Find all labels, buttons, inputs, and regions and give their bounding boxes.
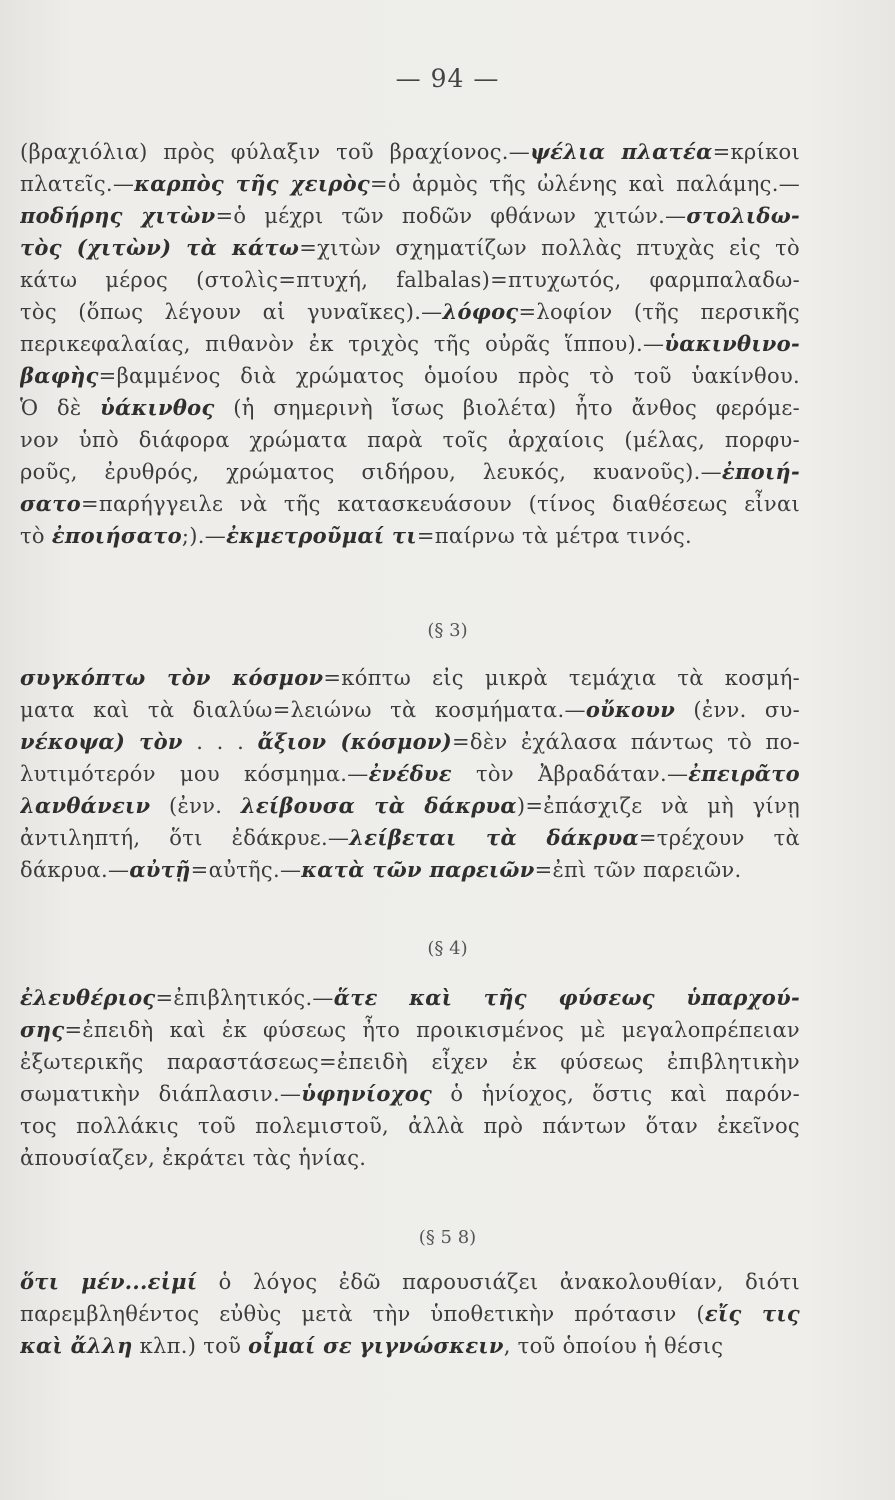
commentary-block-1	[20, 136, 800, 552]
text-line: συγκόπτω τὸν κόσμον=κόπτω εἰς μικρὰ τεμάχια τὰ κοσμή-	[20, 665, 800, 690]
page-number: — 94 —	[395, 64, 500, 93]
text-line: ἐλευθέριος=ἐπιβλητικός.—ἅτε καὶ τῆς φύσεως ὑπαρχού-	[20, 985, 800, 1010]
text-line: σατο=παρήγγειλε νὰ τῆς κατασκευάσουν (τίνος διαθέσεως εἶναι	[20, 491, 800, 516]
text-line: καὶ ἄλλη κλπ.) τοῦ οἶμαί σε γιγνώσκειν, τοῦ ὁποίου ἡ θέσις	[20, 1333, 724, 1358]
text-line: σης=ἐπειδὴ καὶ ἐκ φύσεως ἦτο προικισμένος μὲ μεγαλοπρέπειαν	[20, 1017, 800, 1042]
text-line: νέκοψα) τὸν . . . ἄξιον (κόσμον)=δὲν ἐχάλασα πάντως τὸ πο-	[20, 729, 800, 754]
text-line: σωματικὴν διάπλασιν.—ὑφηνίοχος ὁ ἡνίοχος, ὅστις καὶ παρόν-	[20, 1081, 800, 1106]
text-line: ἀπουσίαζεν, ἐκράτει τὰς ἡνίας.	[20, 1146, 367, 1170]
text-line: ἀντιληπτή, ὅτι ἐδάκρυε.—λείβεται τὰ δάκρυα=τρέχουν τὰ	[20, 825, 800, 850]
commentary-block-2	[20, 662, 800, 886]
text-line: Ὁ δὲ ὑάκινθος (ἡ σημερινὴ ἴσως βιολέτα) ἦτο ἄνθος φερόμε-	[20, 395, 800, 420]
text-line: ἐξωτερικῆς παραστάσεως=ἐπειδὴ εἶχεν ἐκ φύσεως ἐπιβλητικὴν	[20, 1050, 800, 1074]
text-line: νον ὑπὸ διάφορα χρώματα παρὰ τοῖς ἀρχαίοις (μέλας, πορφυ-	[20, 428, 800, 452]
text-line: παρεμβληθέντος εὐθὺς μετὰ τὴν ὑποθετικὴν πρότασιν (εἴς τις	[20, 1301, 800, 1326]
text-line: περικεφαλαίας, πιθανὸν ἐκ τριχὸς τῆς οὐρᾶς ἵππου).—ὑακινθινο-	[20, 331, 800, 356]
text-line: κάτω μέρος (στολὶς=πτυχή, falbalas)=πτυχωτός, φαρμπαλαδω-	[20, 268, 800, 292]
text-line: ποδήρης χιτὼν=ὁ μέχρι τῶν ποδῶν φθάνων χιτών.—στολιδω-	[20, 203, 800, 228]
text-line: δάκρυα.—αὐτῇ=αὐτῆς.—κατὰ τῶν παρειῶν=ἐπὶ τῶν παρειῶν.	[20, 857, 742, 882]
text-line: λανθάνειν (ἐνν. λείβουσα τὰ δάκρυα)=ἐπάσχιζε νὰ μὴ γίνῃ	[20, 793, 800, 818]
text-line: τος πολλάκις τοῦ πολεμιστοῦ, ἀλλὰ πρὸ πάντων ὅταν ἐκεῖνος	[20, 1114, 800, 1138]
text-line: ὅτι μέν...εἰμί ὁ λόγος ἐδῶ παρουσιάζει ἀνακολουθίαν, διότι	[20, 1269, 800, 1294]
text-line: τὸς (ὅπως λέγουν αἱ γυναῖκες).—λόφος=λοφίον (τῆς περσικῆς	[20, 299, 800, 324]
text-line: βαφὴς=βαμμένος διὰ χρώματος ὁμοίου πρὸς τὸ τοῦ ὑακίνθου.	[20, 363, 800, 388]
text-line: λυτιμότερόν μου κόσμημα.—ἐνέδυε τὸν Ἀβραδάταν.—ἐπειρᾶτο	[20, 761, 800, 786]
section-heading-4: (§ 4)	[427, 938, 468, 959]
commentary-block-3	[20, 982, 800, 1174]
commentary-block-4	[20, 1266, 800, 1362]
text-line: ροῦς, ἐρυθρός, χρώματος σιδήρου, λευκός, κυανοῦς).—ἐποιή-	[20, 459, 800, 484]
section-heading-3: (§ 3)	[427, 620, 468, 641]
text-line: πλατεῖς.—καρπὸς τῆς χειρὸς=ὁ ἁρμὸς τῆς ὠλένης καὶ παλάμης.—	[20, 171, 800, 196]
section-heading-5-8: (§ 5 8)	[418, 1227, 477, 1248]
text-line: ματα καὶ τὰ διαλύω=λειώνω τὰ κοσμήματα.—οὔκουν (ἐνν. συ-	[20, 697, 800, 722]
text-line: τὸς (χιτὼν) τὰ κάτω=χιτὼν σχηματίζων πολλὰς πτυχὰς εἰς τὸ	[20, 235, 800, 260]
text-line: τὸ ἐποιήσατο;).—ἐκμετροῦμαί τι=παίρνω τὰ μέτρα τινός.	[20, 523, 693, 548]
text-line: (βραχιόλια) πρὸς φύλαξιν τοῦ βραχίονος.—ψέλια πλατέα=κρίκοι	[20, 139, 800, 164]
